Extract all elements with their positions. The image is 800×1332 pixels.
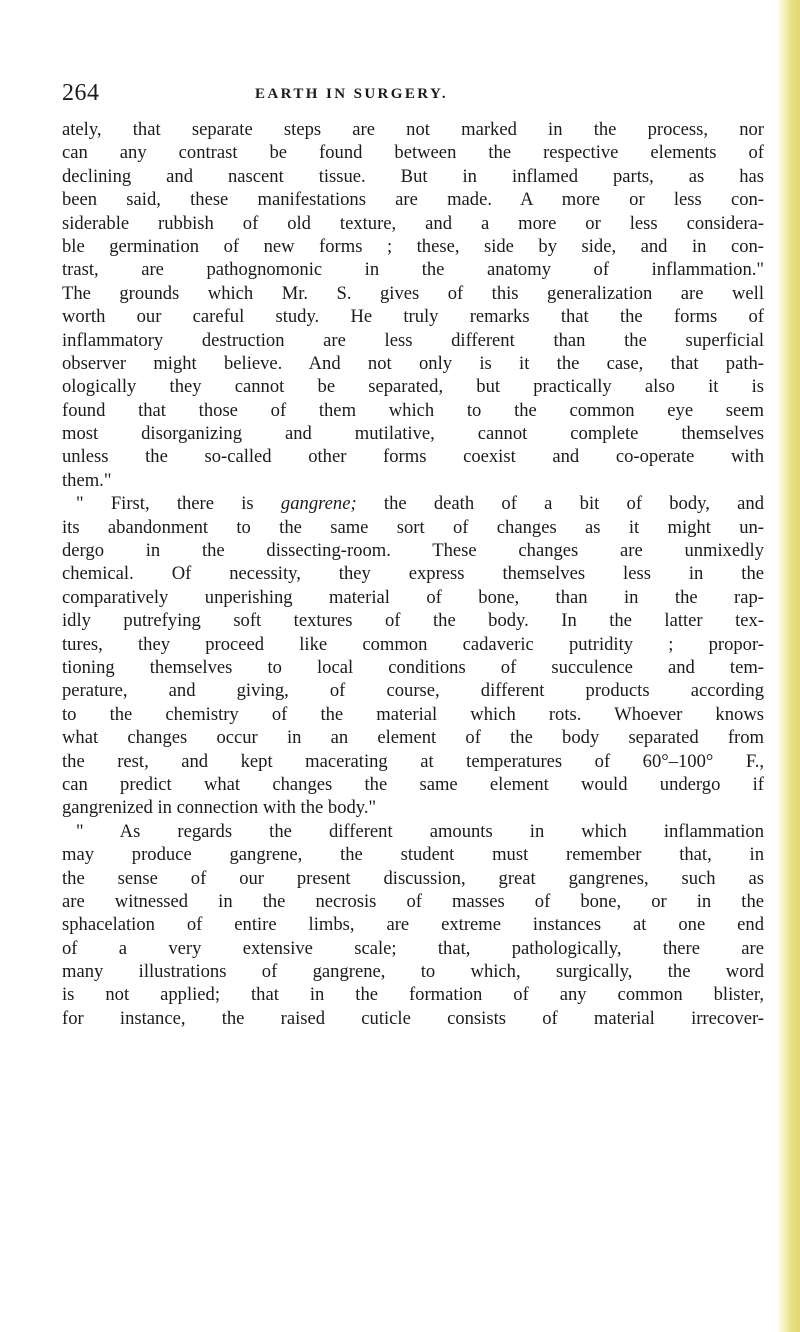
text-line: them." xyxy=(62,469,112,491)
text-line: siderable rubbish of old texture, and a more or less considera- xyxy=(62,212,764,234)
text-line: can predict what changes the same element would undergo if xyxy=(62,773,764,795)
text-line: tioning themselves to local conditions of succulence and tem- xyxy=(62,656,764,678)
text-line: dergo in the dissecting-room. These changes are unmixedly xyxy=(62,540,764,562)
page-number: 264 xyxy=(62,80,100,106)
text-line: the rest, and kept macerating at temperatures of 60°–100° F., xyxy=(62,750,764,772)
text-line: may produce gangrene, the student must remember that, in xyxy=(62,844,764,866)
text-line: is not applied; that in the formation of any common blister, xyxy=(62,984,764,1006)
text-line: the sense of our present discussion, great gangrenes, such as xyxy=(62,867,764,889)
text-line: most disorganizing and mutilative, cannot complete themselves xyxy=(62,423,764,445)
text-line: ately, that separate steps are not marked in the process, nor xyxy=(62,119,764,140)
text-line: ble germination of new forms ; these, side by side, and in con- xyxy=(62,235,764,257)
text-line: its abandonment to the same sort of changes as it might un- xyxy=(62,516,764,538)
text-line: unless the so-called other forms coexist and co-operate with xyxy=(62,446,764,468)
text-line: perature, and giving, of course, different products according xyxy=(62,680,764,702)
text-line: inflammatory destruction are less different than the superficial xyxy=(62,329,764,351)
running-title: EARTH IN SURGERY. xyxy=(255,86,448,102)
text-line: chemical. Of necessity, they express themselves less in the xyxy=(62,563,764,585)
text-line: idly putrefying soft textures of the body. In the latter tex- xyxy=(62,610,764,632)
text-line: worth our careful study. He truly remarks that the forms of xyxy=(62,306,764,328)
text-line: comparatively unperishing material of bone, than in the rap- xyxy=(62,586,764,608)
text-line: of a very extensive scale; that, pathologically, there are xyxy=(62,937,764,959)
page-edge xyxy=(778,0,800,1332)
text-line: tures, they proceed like common cadaveric putridity ; propor- xyxy=(62,633,764,655)
text-line: gangrenized in connection with the body." xyxy=(62,797,377,819)
text-line: found that those of them which to the common eye seem xyxy=(62,399,764,421)
text-line: many illustrations of gangrene, to which, surgically, the word xyxy=(62,961,764,983)
text-line: what changes occur in an element of the body separated from xyxy=(62,727,764,749)
text-line: trast, are pathognomonic in the anatomy of inflammation." xyxy=(62,259,764,281)
text-line: can any contrast be found between the respective elements of xyxy=(62,142,764,164)
text-line: observer might believe. And not only is it the case, that path- xyxy=(62,352,764,374)
emphasis: gangrene; xyxy=(280,493,357,515)
text-line: declining and nascent tissue. But in inflamed parts, as has xyxy=(62,165,764,187)
text-line: " First, there is gangrene; the death of a bit of body, and xyxy=(76,493,764,515)
text-line: The grounds which Mr. S. gives of this generalization are well xyxy=(62,282,764,304)
text-line: " As regards the different amounts in which inflammation xyxy=(76,820,764,842)
text-line: for instance, the raised cuticle consists of material irrecover- xyxy=(62,1007,764,1029)
text-line: been said, these manifestations are made. A more or less con- xyxy=(62,189,764,211)
text-line: are witnessed in the necrosis of masses of bone, or in the xyxy=(62,890,764,912)
body-text xyxy=(62,118,764,1030)
text-line: sphacelation of entire limbs, are extreme instances at one end xyxy=(62,914,764,936)
text-line: to the chemistry of the material which rots. Whoever knows xyxy=(62,703,764,725)
text-line: ologically they cannot be separated, but practically also it is xyxy=(62,376,764,398)
